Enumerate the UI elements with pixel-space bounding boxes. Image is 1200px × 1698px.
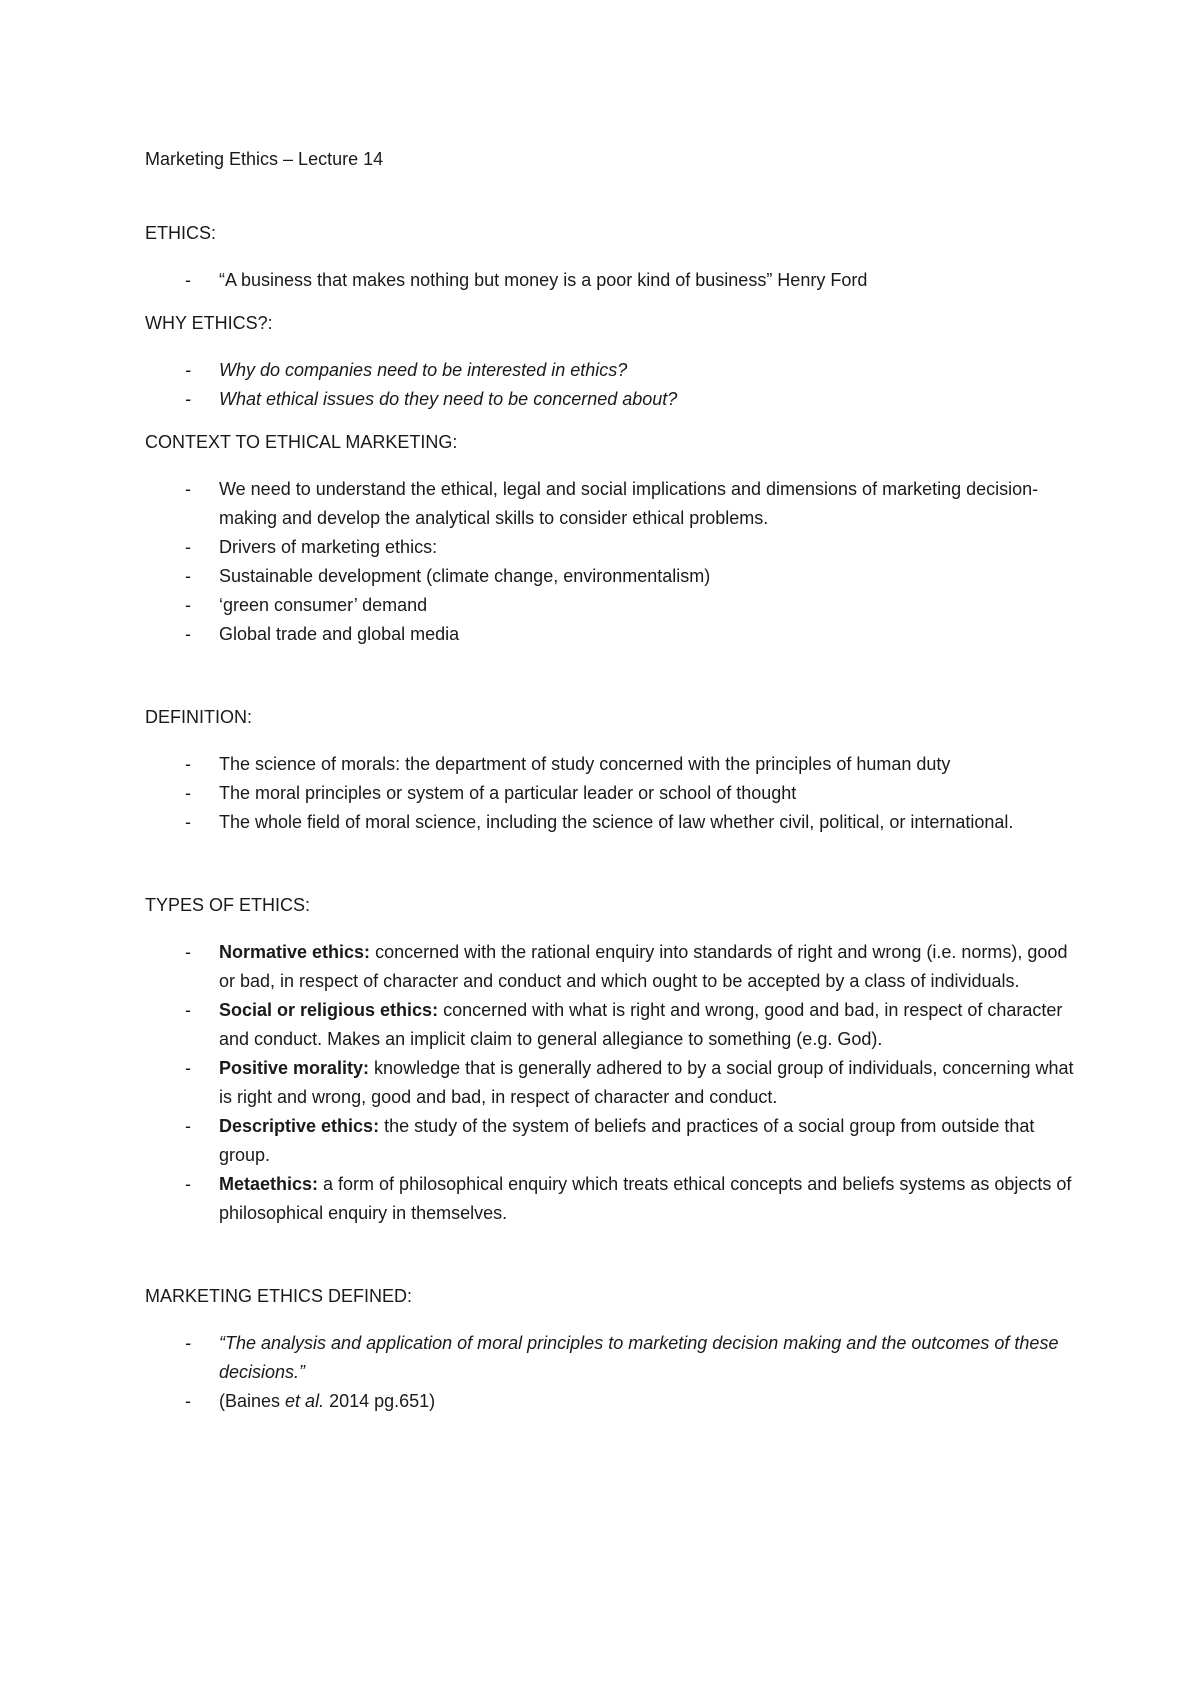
list-item: - The whole field of moral science, including the science of law whether civil, political, or international. (145, 808, 1085, 837)
list-item (145, 1112, 1085, 1170)
list-item (145, 938, 1085, 996)
list-item: - The science of morals: the department of study concerned with the principles of human duty (145, 750, 1085, 779)
why-ethics-list (145, 356, 1085, 414)
heading-types-of-ethics: TYPES OF ETHICS: (145, 895, 311, 915)
term-description: concerned with what is right and wrong, good and bad, in respect of character and conduct. Makes an implicit claim to general allegiance to something (e.g. God). (219, 1000, 1063, 1049)
term: Metaethics: (219, 1174, 319, 1194)
heading-marketing-ethics-defined: MARKETING ETHICS DEFINED: (145, 1286, 413, 1306)
definition-list (145, 750, 1085, 837)
term-description: a form of philosophical enquiry which treats ethical concepts and beliefs systems as objects of philosophical enquiry in themselves. (219, 1174, 1072, 1223)
term: Social or religious ethics: (219, 1000, 439, 1020)
list-item: - Why do companies need to be interested in ethics? (145, 356, 1085, 385)
citation-suffix: 2014 pg.651) (324, 1391, 436, 1411)
term-description: the study of the system of beliefs and practices of a social group from outside that group. (219, 1116, 1035, 1165)
list-item: - What ethical issues do they need to be concerned about? (145, 385, 1085, 414)
list-item (145, 1170, 1085, 1228)
heading-why-ethics: WHY ETHICS?: (145, 313, 273, 333)
spacer (145, 1242, 1085, 1282)
term-description: knowledge that is generally adhered to by a social group of individuals, concerning what is right and wrong, good and bad, in respect of character and conduct. (219, 1058, 1074, 1107)
citation-prefix: (Baines (219, 1391, 286, 1411)
term: Positive morality: (219, 1058, 370, 1078)
spacer (145, 663, 1085, 703)
ethics-list (145, 266, 1085, 295)
citation-et-al: et al. (285, 1391, 325, 1411)
list-item: - Global trade and global media (145, 620, 1085, 649)
spacer (145, 851, 1085, 891)
types-list (145, 938, 1085, 1228)
document-body (145, 145, 1085, 1430)
list-item: - Drivers of marketing ethics: (145, 533, 1085, 562)
term: Normative ethics: (219, 942, 371, 962)
list-item (145, 1054, 1085, 1112)
term: Descriptive ethics: (219, 1116, 380, 1136)
document-title: Marketing Ethics – Lecture 14 (145, 149, 384, 169)
term-description: concerned with the rational enquiry into standards of right and wrong (i.e. norms), good or bad, in respect of character and conduct and which ought to be accepted by a class of individuals. (219, 942, 1068, 991)
list-item: - ‘green consumer’ demand (145, 591, 1085, 620)
list-item-citation (145, 1387, 1085, 1416)
list-item: - “The analysis and application of moral principles to marketing decision making and the outcomes of these decisions.” (145, 1329, 1085, 1387)
heading-ethics: ETHICS: (145, 223, 217, 243)
list-item: - We need to understand the ethical, legal and social implications and dimensions of marketing decision-making and develop the analytical skills to consider ethical problems. (145, 475, 1085, 533)
list-item: - Sustainable development (climate change, environmentalism) (145, 562, 1085, 591)
list-item (145, 996, 1085, 1054)
heading-context: CONTEXT TO ETHICAL MARKETING: (145, 432, 458, 452)
heading-definition: DEFINITION: (145, 707, 252, 727)
context-list (145, 475, 1085, 649)
list-item: - The moral principles or system of a particular leader or school of thought (145, 779, 1085, 808)
marketing-defined-list (145, 1329, 1085, 1416)
list-item: - “A business that makes nothing but money is a poor kind of business” Henry Ford (145, 266, 1085, 295)
